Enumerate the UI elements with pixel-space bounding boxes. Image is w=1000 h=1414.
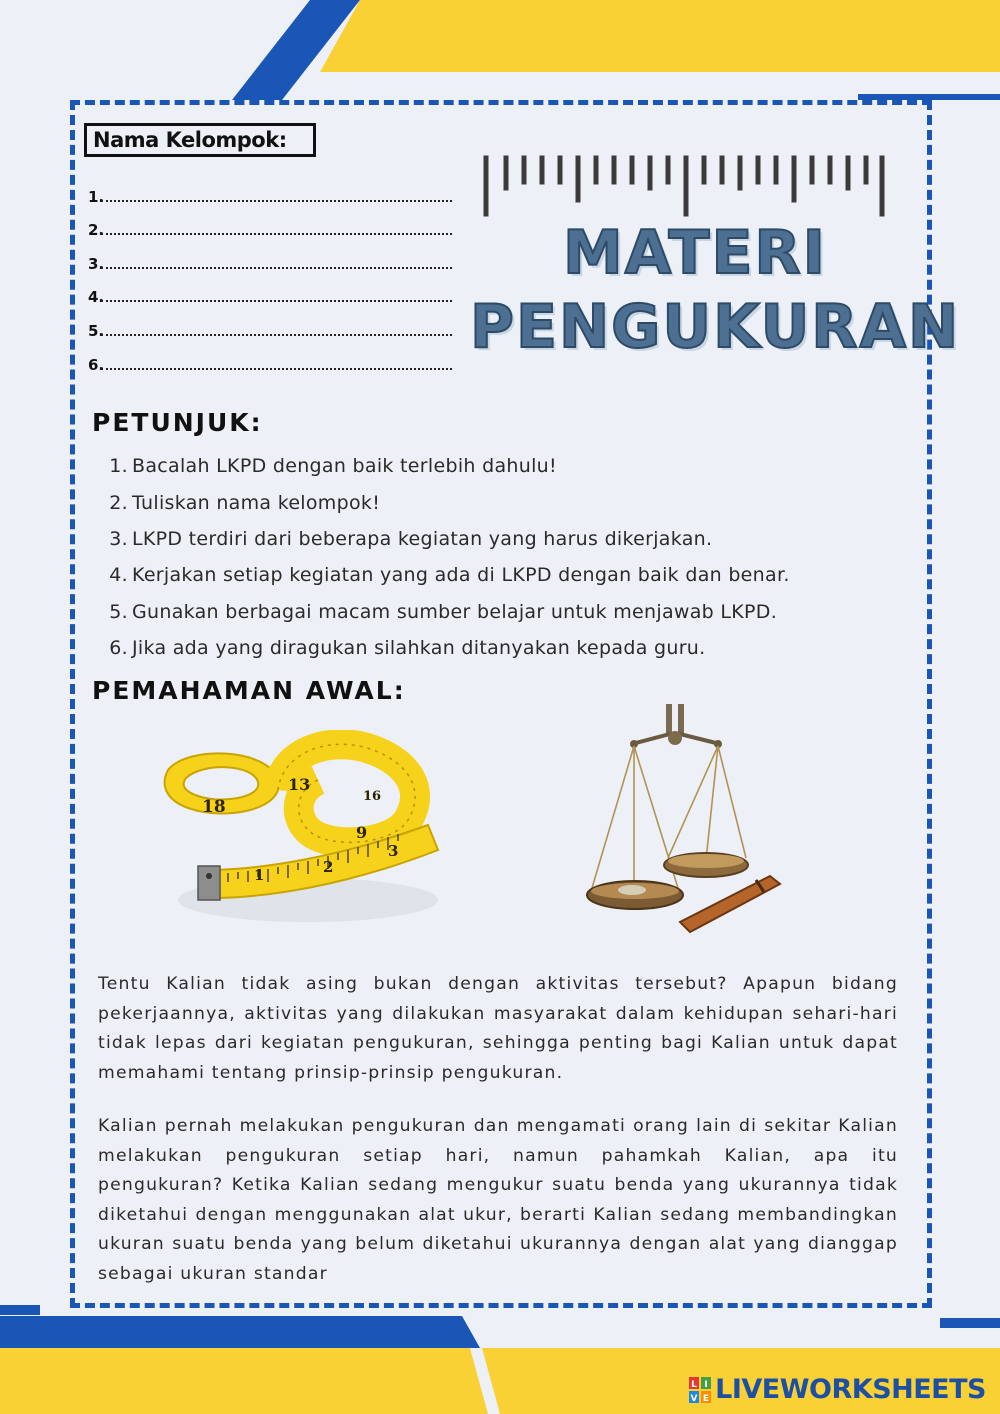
instruction-list [104,448,904,666]
instruction-text: Gunakan berbagai macam sumber belajar untuk menjawab LKPD. [132,600,778,623]
petunjuk-heading: PETUNJUK: [92,408,263,437]
instruction-number: 6. [109,637,128,660]
liveworksheets-icon [689,1377,711,1403]
member-line[interactable] [88,273,452,307]
instruction-item [104,484,904,520]
paragraph-2: Kalian pernah melakukan pengukuran dan mengamati orang lain di sekitar Kalian melakukan pengukuran setiap hari, namun pahamkah Kalian, apa itu pengukuran? Ketika Kalian sedang mengukur suatu benda yang ukurannya tidak diketahui dengan menggunakan alat ukur, berarti Kalian sedang membandingkan ukuran suatu benda yang belum diketahui ukurannya dengan alat yang dianggap sebagai ukuran standar [98,1116,898,1284]
member-number: 1. [88,187,105,206]
tape-number: 3 [388,842,399,860]
tape-number: 16 [363,789,382,804]
member-line[interactable] [88,206,452,240]
logo-letter: I [704,1379,708,1390]
instruction-text: Jika ada yang diragukan silahkan ditanyakan kepada guru. [132,637,706,660]
instruction-item [104,594,904,630]
instruction-item [104,557,904,593]
title-line-2: PENGUKURAN [470,292,961,362]
instruction-item [104,448,904,484]
tape-number: 1 [254,866,265,884]
ruler-icon [482,150,888,220]
member-number: 6. [88,355,105,374]
instruction-number: 3. [109,527,128,550]
logo-letter: V [690,1393,698,1403]
instruction-text: Kerjakan setiap kegiatan yang ada di LKPD dengan baik dan benar. [132,564,790,587]
instruction-number: 5. [109,600,128,623]
instruction-number: 4. [109,564,128,587]
logo-letter: E [703,1393,710,1403]
member-number: 2. [88,221,105,240]
member-list [88,172,452,374]
liveworksheets-logo[interactable] [689,1374,986,1405]
member-number: 4. [88,288,105,307]
paragraph-1: Tentu Kalian tidak asing bukan dengan aktivitas tersebut? Apapun bidang pekerjaannya, aktivitas yang dilakukan masyarakat dalam kehidupan sehari-hari tidak lepas dari kegiatan pengukuran, sehingga penting bagi Kalian untuk dapat memahami tentang prinsip-prinsip pengukuran. [98,974,898,1083]
logo-letter: L [691,1379,698,1390]
group-name-label: Nama Kelompok: [84,123,316,157]
top-decoration [0,0,1000,100]
tape-number: 9 [356,823,368,842]
instruction-number: 2. [109,491,128,514]
member-line[interactable] [88,172,452,206]
instruction-number: 1. [109,455,128,478]
member-line[interactable] [88,340,452,374]
tape-number: 18 [202,797,226,817]
instruction-item [104,521,904,557]
member-number: 3. [88,254,105,273]
tape-number: 2 [323,858,334,876]
member-line[interactable] [88,306,452,340]
member-line[interactable] [88,239,452,273]
tape-number: 13 [288,775,311,794]
member-number: 5. [88,321,105,340]
instruction-item [104,630,904,666]
measuring-tape-image [158,730,448,930]
instruction-text: LKPD terdiri dari beberapa kegiatan yang harus dikerjakan. [132,527,713,550]
instruction-text: Bacalah LKPD dengan baik terlebih dahulu! [132,455,557,478]
title-line-1: MATERI [563,218,827,288]
pemahaman-heading: PEMAHAMAN AWAL: [92,676,406,705]
balance-scale-image [570,700,790,940]
liveworksheets-name: LIVEWORKSHEETS [715,1374,986,1405]
instruction-text: Tuliskan nama kelompok! [132,491,381,514]
